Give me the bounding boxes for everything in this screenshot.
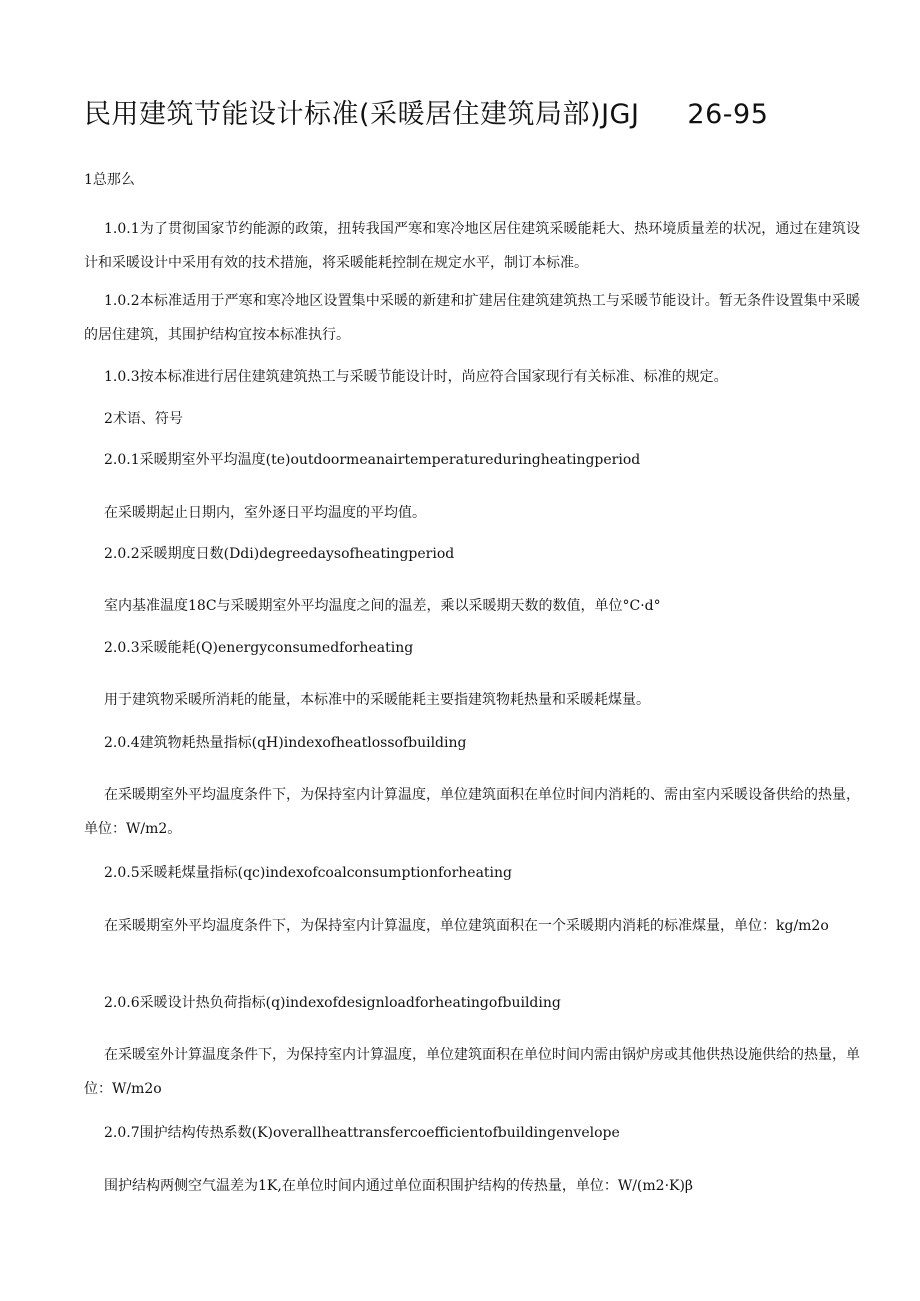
clause-1-0-2: 1.0.2本标准适用于严寒和寒冷地区设置集中采暖的新建和扩建居住建筑建筑热工与采暖节能设计。暂无条件设置集中采暖的居住建筑，其围护结构宜按本标准执行。	[84, 293, 860, 343]
clause-1-0-3: 1.0.3按本标准进行居住建筑建筑热工与采暖节能设计时，尚应符合国家现行有关标准、标准的规定。	[104, 369, 728, 385]
section-2-heading: 2术语、符号	[104, 411, 183, 427]
title-code: 26-95	[687, 99, 769, 130]
document-title	[84, 92, 768, 131]
term-2-0-2: 2.0.2采暖期度日数(Ddi)degreedaysofheatingperiod	[104, 546, 455, 562]
term-2-0-3: 2.0.3采暖能耗(Q)energyconsumedforheating	[104, 640, 414, 656]
definition-2-0-5: 在采暖期室外平均温度条件下，为保持室内计算温度，单位建筑面积在一个采暖期内消耗的标准煤量，单位：kg/m2o	[104, 918, 829, 934]
definition-2-0-6: 在采暖室外计算温度条件下，为保持室内计算温度，单位建筑面积在单位时间内需由锅炉房或其他供热设施供给的热量，单位：W/m2o	[84, 1047, 860, 1097]
term-2-0-1: 2.0.1采暖期室外平均温度(te)outdoormeanairtemperatureduringheatingperiod	[104, 452, 641, 468]
term-2-0-6: 2.0.6采暖设计热负荷指标(q)indexofdesignloadforheatingofbuilding	[104, 995, 561, 1011]
definition-2-0-3: 用于建筑物采暖所消耗的能量，本标准中的采暖能耗主要指建筑物耗热量和采暖耗煤量。	[104, 692, 650, 708]
definition-2-0-4: 在采暖期室外平均温度条件下，为保持室内计算温度，单位建筑面积在单位时间内消耗的、需由室内采暖设备供给的热量，单位：W/m2。	[84, 787, 860, 837]
section-1-heading: 1总那么	[84, 172, 135, 188]
definition-2-0-7: 围护结构两侧空气温差为1K,在单位时间内通过单位面积围护结构的传热量，单位：W/(m2·K)β	[104, 1178, 694, 1194]
title-main: 民用建筑节能设计标准(采暖居住建筑局部)JGJ	[84, 99, 640, 130]
term-2-0-4: 2.0.4建筑物耗热量指标(qH)indexofheatlossofbuilding	[104, 735, 467, 751]
term-2-0-7: 2.0.7围护结构传热系数(K)overallheattransfercoefficientofbuildingenvelope	[104, 1125, 620, 1141]
term-2-0-5: 2.0.5采暖耗煤量指标(qc)indexofcoalconsumptionforheating	[104, 865, 512, 881]
clause-1-0-1: 1.0.1为了贯彻国家节约能源的政策，扭转我国严寒和寒冷地区居住建筑采暖能耗大、热环境质量差的状况，通过在建筑设计和采暖设计中采用有效的技术措施，将采暖能耗控制在规定水平，制订本标准。	[84, 221, 860, 271]
definition-2-0-2: 室内基准温度18C与采暖期室外平均温度之间的温差，乘以采暖期天数的数值，单位°C·d°	[104, 598, 661, 614]
definition-2-0-1: 在采暖期起止日期内，室外逐日平均温度的平均值。	[104, 505, 426, 521]
